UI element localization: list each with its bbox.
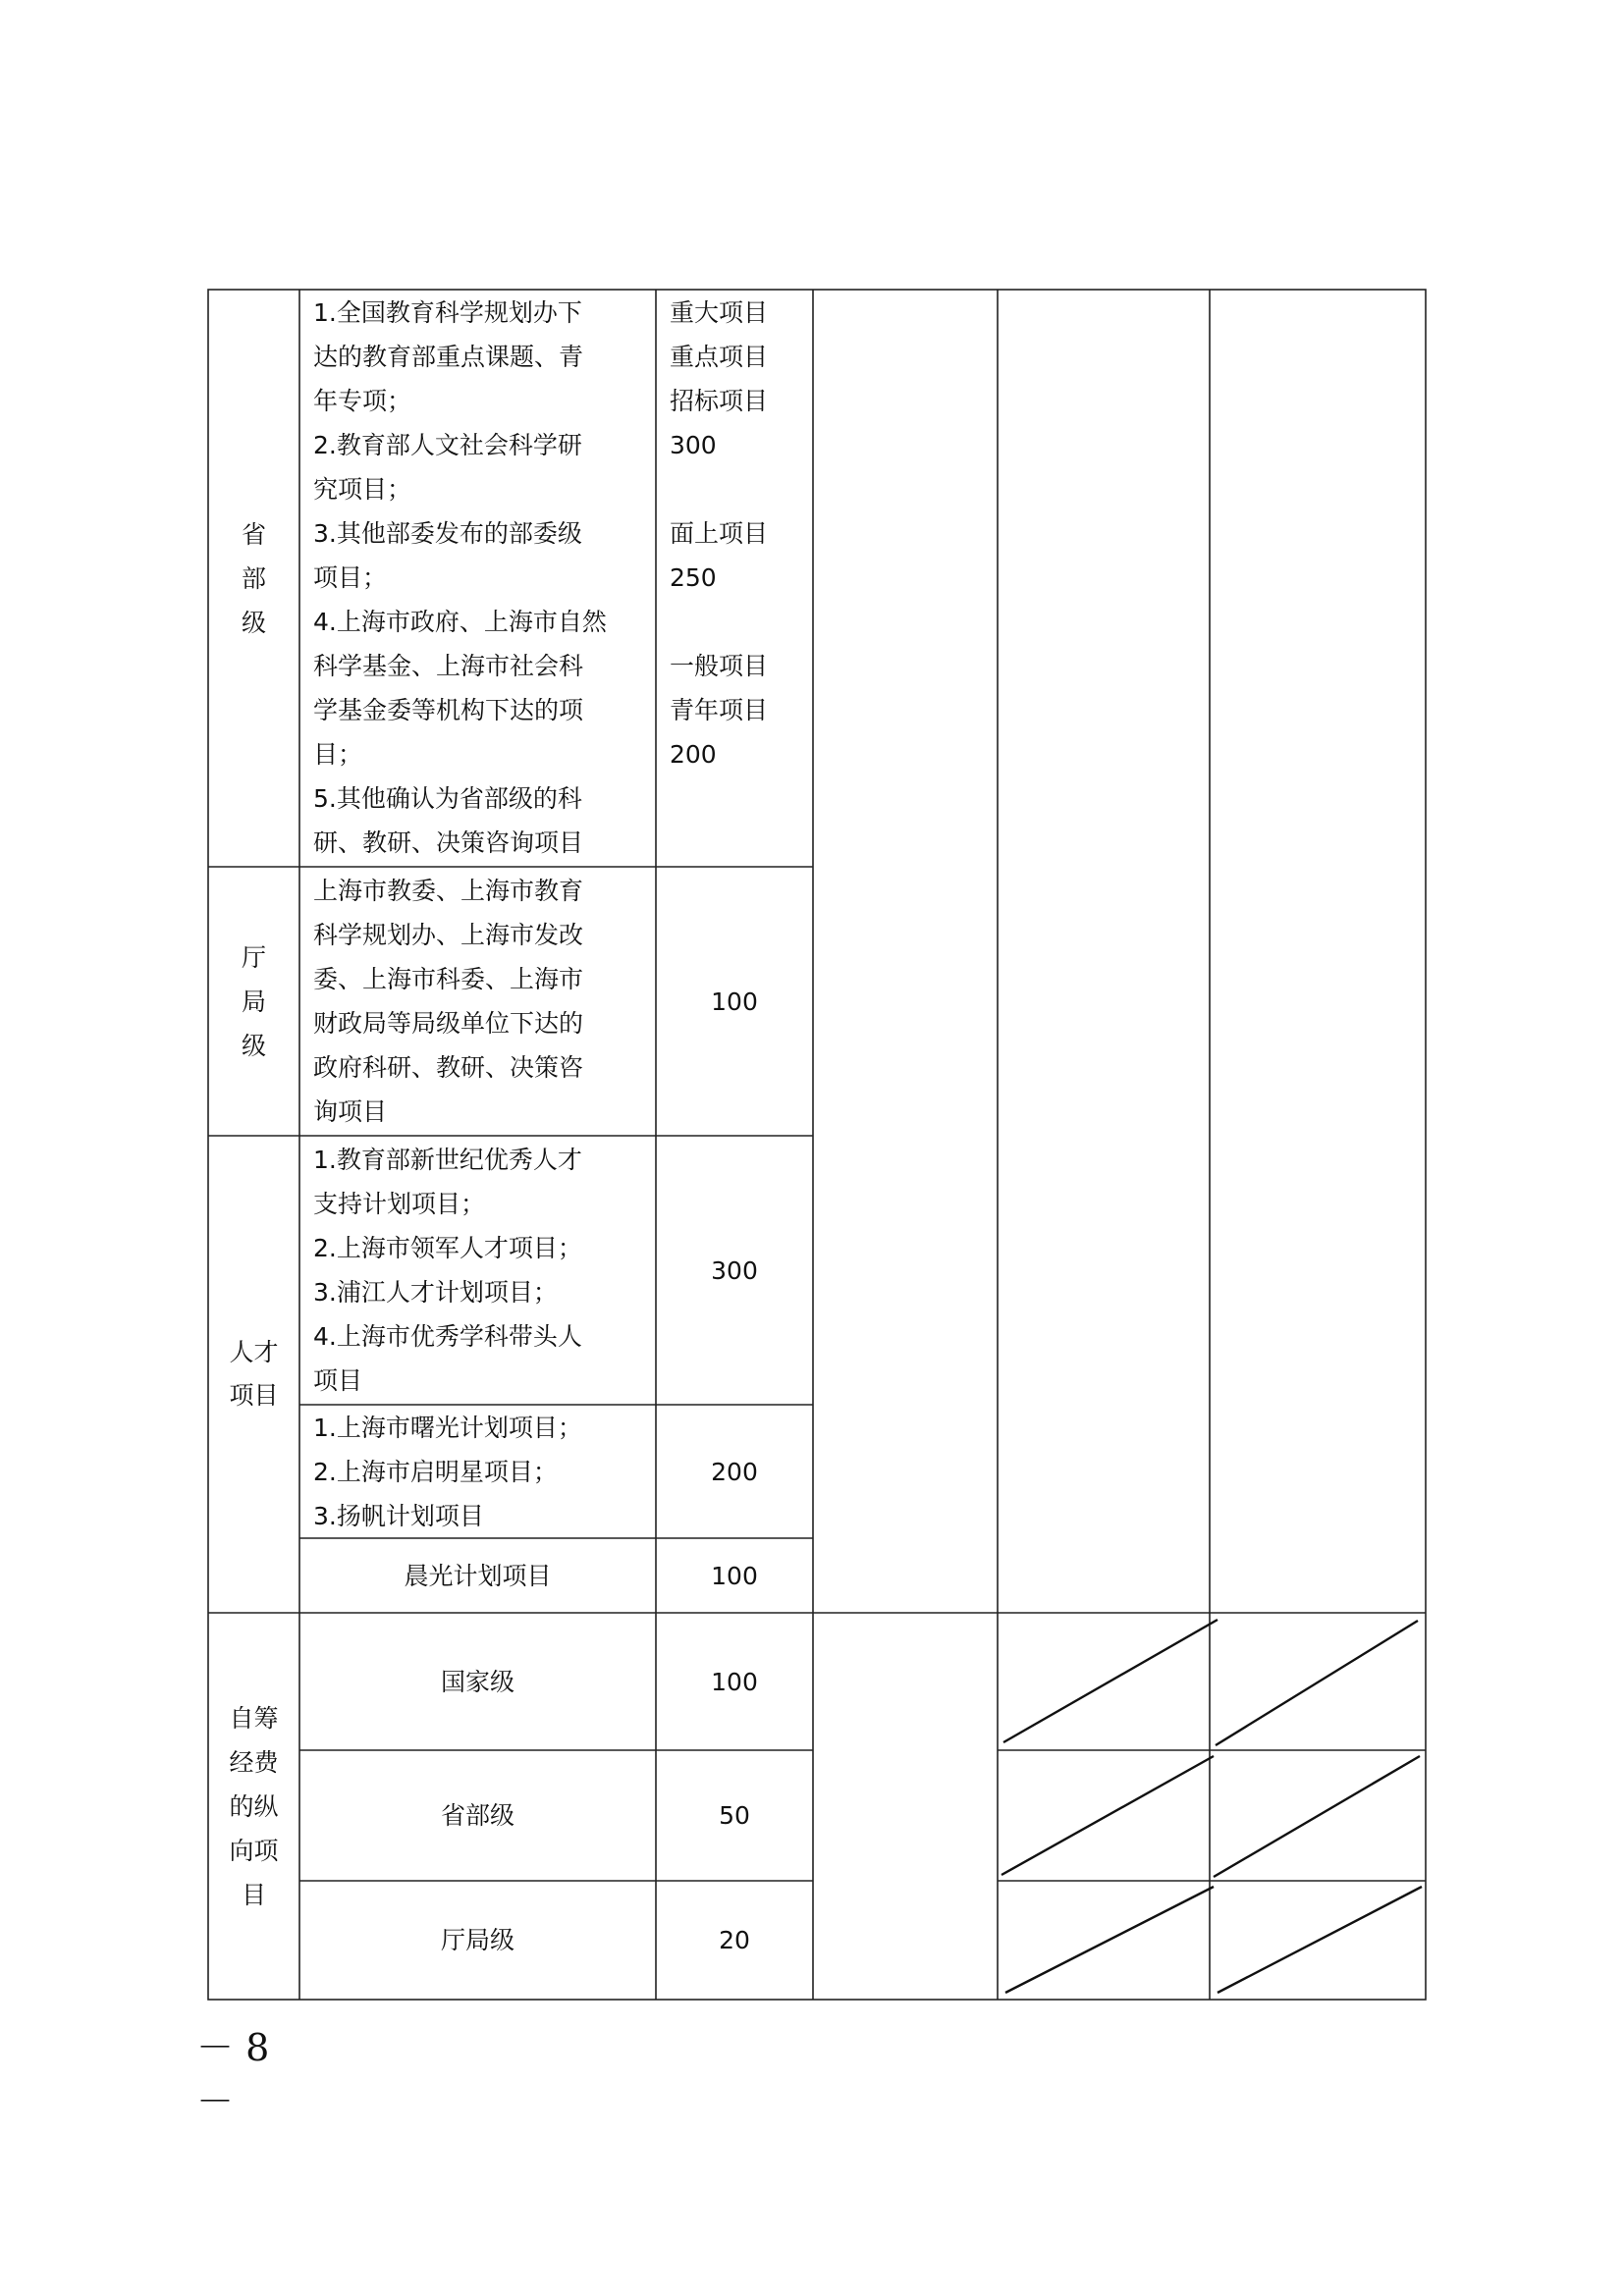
- diagonal-slash: [1003, 1620, 1218, 1742]
- score-line: 面上项目: [670, 519, 769, 548]
- diagonal-slash: [1218, 1887, 1422, 1993]
- score-value: 100: [711, 987, 758, 1016]
- score-line: 重点项目: [670, 343, 769, 371]
- content-line: 达的教育部重点课题、青: [313, 343, 584, 371]
- content-line: 年专项；: [313, 387, 412, 415]
- category-cell: 人才 项目: [229, 1338, 279, 1410]
- content-cell: [299, 1750, 656, 1881]
- content-line: 项目；: [313, 563, 388, 592]
- content-line: 国家级: [440, 1667, 514, 1696]
- diagonal-slash-group: [1001, 1620, 1422, 1993]
- content-line: 2.教育部人文社会科学研: [313, 431, 582, 459]
- score-line: 青年项目: [670, 696, 769, 724]
- content-line: 3.其他部委发布的部委级: [313, 519, 582, 548]
- content-cell: [299, 1881, 656, 2000]
- content-line: 1.教育部新世纪优秀人才: [313, 1146, 582, 1174]
- content-line: 2.上海市启明星项目；: [313, 1457, 558, 1486]
- content-line: 目；: [313, 740, 363, 769]
- content-line: 财政局等局级单位下达的: [313, 1009, 584, 1038]
- score-cell: [656, 1405, 813, 1538]
- content-line: 研、教研、决策咨询项目: [313, 828, 584, 857]
- content-line: 1.上海市曙光计划项目；: [313, 1413, 582, 1442]
- score-cell: [656, 291, 813, 867]
- score-value: 100: [711, 1667, 758, 1696]
- score-value: 20: [719, 1926, 750, 1954]
- content-cell: [299, 1613, 656, 1750]
- score-line: 300: [670, 431, 717, 459]
- content-line: 1.全国教育科学规划办下: [313, 298, 582, 327]
- page-number: － 8 －: [196, 2026, 270, 2123]
- content-line: 晨光计划项目: [404, 1561, 552, 1590]
- score-line: 重大项目: [670, 298, 769, 327]
- content-line: 支持计划项目；: [313, 1190, 486, 1218]
- score-cell: [656, 1613, 813, 1750]
- content-cell: [299, 1538, 656, 1613]
- diagonal-slash: [1214, 1756, 1420, 1877]
- content-cell: [299, 291, 656, 867]
- category-cell: 厅 局 级: [241, 942, 266, 1060]
- content-line: 项目: [313, 1366, 363, 1395]
- score-line: 250: [670, 563, 717, 592]
- score-cell: [656, 1881, 813, 2000]
- content-line: 4.上海市政府、上海市自然: [313, 608, 607, 636]
- content-line: 政府科研、教研、决策咨: [313, 1053, 584, 1082]
- diagonal-slash: [1001, 1756, 1214, 1875]
- content-line: 科学规划办、上海市发改: [313, 921, 584, 949]
- score-value: 50: [719, 1801, 750, 1830]
- content-line: 厅局级: [440, 1926, 514, 1954]
- content-cell: [299, 1138, 656, 1405]
- content-line: 科学基金、上海市社会科: [313, 652, 584, 680]
- content-line: 委、上海市科委、上海市: [313, 965, 584, 993]
- score-cell: [656, 1136, 813, 1405]
- content-line: 2.上海市领军人才项目；: [313, 1234, 582, 1262]
- content-line: 4.上海市优秀学科带头人: [313, 1322, 582, 1351]
- content-line: 询项目: [313, 1097, 388, 1126]
- content-line: 5.其他确认为省部级的科: [313, 784, 582, 813]
- content-cell: [299, 1405, 656, 1538]
- diagonal-slash: [1005, 1887, 1214, 1993]
- score-line: 200: [670, 740, 717, 769]
- score-value: 200: [711, 1457, 758, 1486]
- score-line: 招标项目: [670, 387, 769, 415]
- category-cell: 省 部 级: [241, 519, 266, 637]
- diagonal-slash: [1216, 1621, 1418, 1745]
- score-line: 一般项目: [670, 652, 769, 680]
- score-value: 300: [711, 1255, 758, 1285]
- category-cell: 自筹 经费 的纵 向项 目: [229, 1703, 279, 1909]
- content-cell: [299, 869, 656, 1136]
- score-cell: [656, 1538, 813, 1613]
- content-line: 省部级: [440, 1801, 514, 1830]
- content-line: 究项目；: [313, 475, 412, 504]
- content-line: 3.浦江人才计划项目；: [313, 1278, 558, 1307]
- content-line: 学基金委等机构下达的项: [313, 696, 584, 724]
- content-line: 3.扬帆计划项目: [313, 1501, 484, 1530]
- content-line: 上海市教委、上海市教育: [313, 877, 584, 905]
- score-value: 100: [711, 1561, 758, 1590]
- score-cell: [656, 867, 813, 1136]
- score-cell: [656, 1750, 813, 1881]
